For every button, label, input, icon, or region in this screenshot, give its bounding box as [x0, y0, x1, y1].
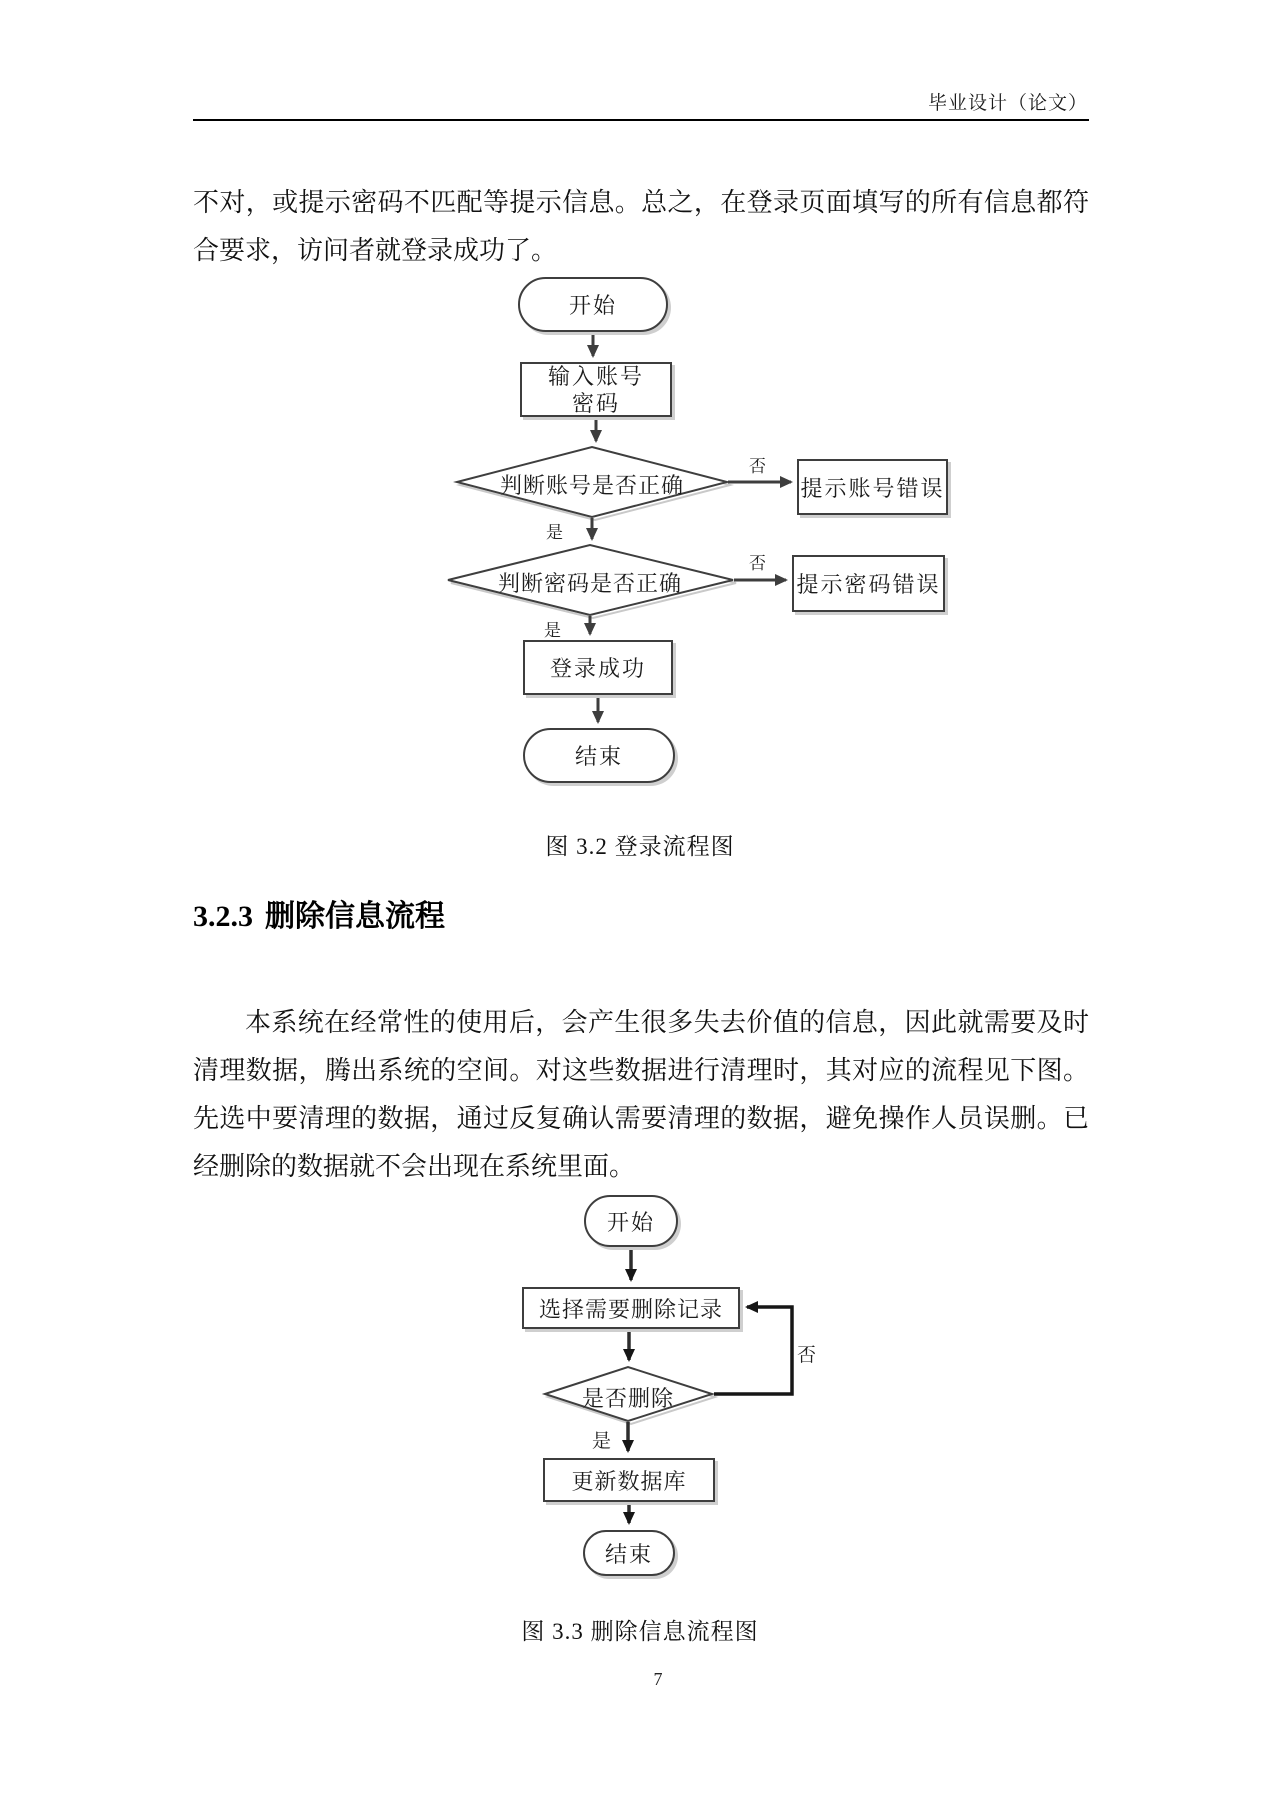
edge-label-yes: 是 [592, 1431, 612, 1452]
flowchart-login-error-password [792, 555, 945, 612]
node-label: 密码 [571, 390, 620, 416]
edge-label-yes: 是 [544, 621, 561, 640]
edge-label-no: 否 [797, 1345, 817, 1366]
flowchart-login-check-account-label: 判断账号是否正确 [499, 473, 684, 498]
edge-label-no: 否 [749, 554, 766, 573]
flowchart-login-error-account [797, 459, 948, 515]
flowchart-delete-update [543, 1458, 715, 1502]
node-label: 结束 [604, 1541, 653, 1567]
node-label: 输入账号 [547, 363, 644, 389]
body-paragraph-top: 不对，或提示密码不匹配等提示信息。总之，在登录页面填写的所有信息都符合要求，访问者就登录成功了。 [193, 188, 1089, 265]
figure-3-2-caption: 图 3.2 登录流程图 [545, 834, 735, 859]
node-label: 提示账号错误 [800, 475, 945, 501]
flowchart-delete-start [584, 1195, 678, 1247]
figure-3-3-caption: 图 3.3 删除信息流程图 [521, 1619, 759, 1644]
node-label: 开始 [568, 293, 617, 318]
node-label: 开始 [606, 1209, 655, 1235]
flowchart-delete-select [522, 1287, 740, 1329]
flowchart-login-start [518, 277, 668, 332]
node-label: 结束 [574, 744, 623, 769]
node-label: 登录成功 [549, 656, 646, 681]
node-label: 更新数据库 [571, 1468, 687, 1494]
flowchart-login-success [523, 640, 673, 695]
section-number: 3.2.3 [193, 900, 253, 933]
page-header-title: 毕业设计（论文） [927, 93, 1088, 114]
section-title: 删除信息流程 [265, 900, 445, 933]
edge-label-yes: 是 [546, 523, 563, 542]
flowchart-login-end [523, 728, 675, 783]
page-number: 7 [653, 1669, 663, 1689]
flowchart-delete-end [583, 1530, 675, 1576]
node-label: 提示密码错误 [796, 572, 941, 597]
flowchart-delete-confirm-label: 是否删除 [581, 1386, 674, 1411]
flowchart-login-input [520, 362, 672, 417]
node-label: 选择需要删除记录 [538, 1296, 723, 1322]
flowchart-login-check-password-label: 判断密码是否正确 [497, 571, 682, 596]
body-paragraph-delete: 本系统在经常性的使用后，会产生很多失去价值的信息，因此就需要及时清理数据，腾出系统的空间。对这些数据进行清理时，其对应的流程见下图。先选中要清理的数据，通过反复确认需要清理的数据，避免操作人员误删。已经删除的数据就不会出现在系统里面。 [193, 1008, 1089, 1181]
edge-label-no: 否 [749, 457, 766, 476]
